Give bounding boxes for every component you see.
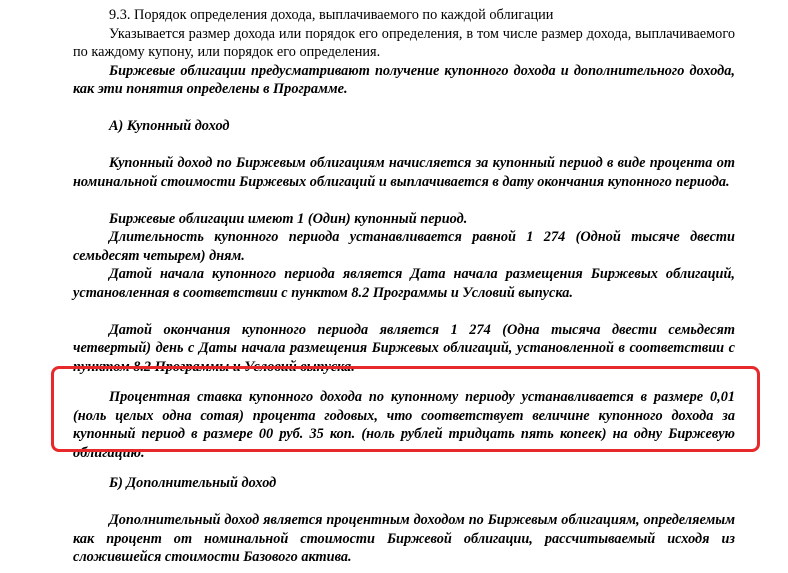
document-page [73, 6, 735, 567]
spacer [73, 136, 735, 155]
coupon-period-count: Биржевые облигации имеют 1 (Один) купонный период. [109, 210, 468, 227]
section-intro: Указывается размер дохода или порядок его определения, в том числе размер дохода, выплачиваемого по каждому купону, или порядок его определения. [73, 25, 735, 60]
spacer [73, 191, 735, 210]
coupon-rate-paragraph: Процентная ставка купонного дохода по купонному периоду устанавливается в размере 0,01 (ноль целых одна сотая) процента годовых, что соответствует величине купонного дохода за купонный период в размере 00 руб. 35 коп. (ноль рублей тридцать пять копеек) на одну Биржевую облигацию. [73, 389, 735, 461]
coupon-period-end: Датой окончания купонного периода является 1 274 (Одна тысяча двести семьдесят четвертый) день с Даты начала размещения Биржевых облигаций, установленной в соответствии с пунктом 8.2 Программы и Условий выпуска. [73, 321, 735, 375]
coupon-accrual-paragraph: Купонный доход по Биржевым облигациям начисляется за купонный период в виде процента от номинальной стоимости Биржевых облигаций и выплачивается в дату окончания купонного периода. [73, 155, 735, 190]
section-heading: 9.3. Порядок определения дохода, выплачиваемого по каждой облигации [109, 7, 554, 23]
additional-income-title: Б) Дополнительный доход [109, 475, 277, 491]
income-statement: Биржевые облигации предусматривают получение купонного дохода и дополнительного дохода, как эти понятия определены в Программе. [73, 62, 735, 97]
coupon-period-start: Датой начала купонного периода является Дата начала размещения Биржевых облигаций, установленная в соответствии с пунктом 8.2 Программы и Условий выпуска. [73, 266, 735, 301]
additional-income-paragraph: Дополнительный доход является процентным доходом по Биржевым облигациям, определяемым как процент от номинальной стоимости Биржевой облигации, рассчитываемый исходя из сложившейся стоимости Базового актива. [73, 512, 735, 565]
spacer [73, 99, 735, 118]
coupon-income-title: А) Купонный доход [109, 118, 230, 134]
spacer [73, 493, 735, 512]
coupon-period-length: Длительность купонного периода устанавливается равной 1 274 (Одной тысяче двести семьдесят четырем) дням. [73, 229, 735, 264]
spacer [73, 302, 735, 321]
